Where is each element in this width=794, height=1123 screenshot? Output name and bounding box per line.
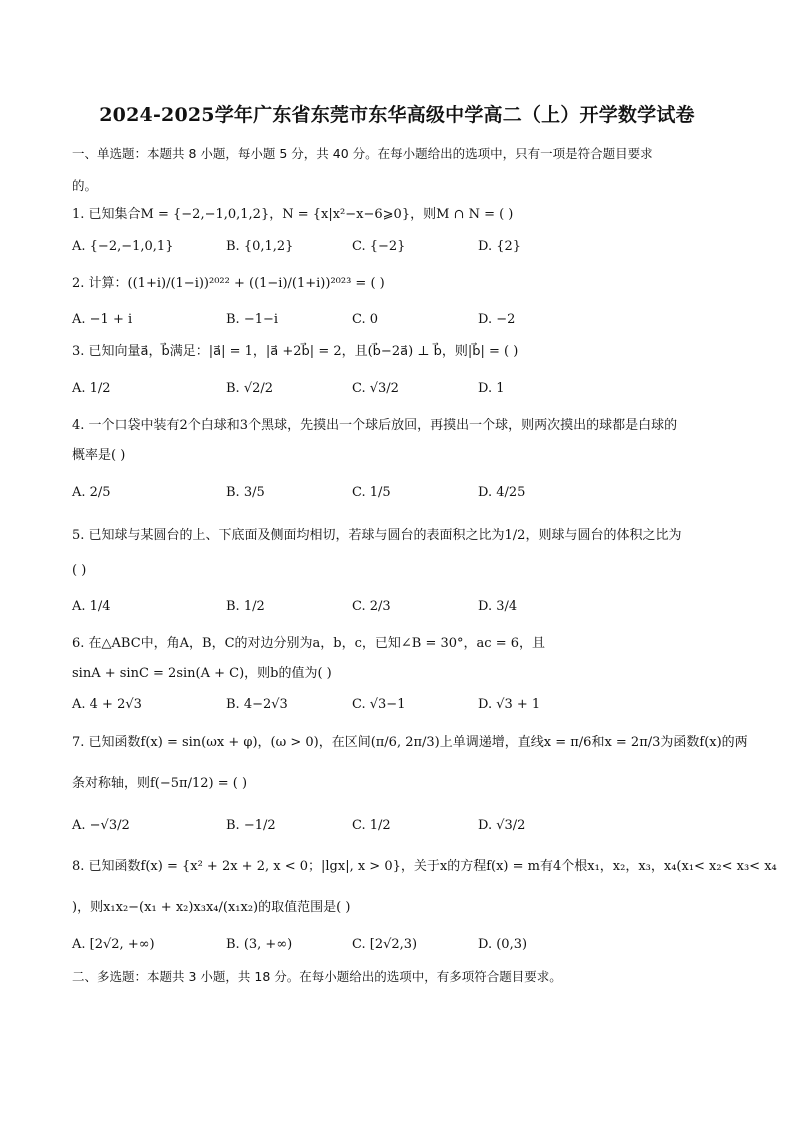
option-d: D. −2 <box>478 312 516 327</box>
question-3-text: 3. 已知向量a⃗，b⃗满足：|a⃗| = 1，|a⃗ +2b⃗| = 2，且(b⃗−2a⃗) ⊥ b⃗，则|b⃗| = ( ) <box>72 344 519 359</box>
option-b: B. 4−2√3 <box>226 697 288 712</box>
question-8-text-cont: )，则x₁x₂−(x₁ + x₂)x₃x₄/(x₁x₂)的取值范围是( ) <box>72 900 351 915</box>
question-8-text: 8. 已知函数f(x) = {x² + 2x + 2, x < 0；|lgx|, x > 0}，关于x的方程f(x) = m有4个根x₁，x₂，x₃，x₄(x₁< x₂< x₃< x₄ <box>72 859 777 874</box>
page-title: 2024-2025学年广东省东莞市东华高级中学高二（上）开学数学试卷 <box>99 104 695 126</box>
question-2-options <box>72 309 722 331</box>
option-b: B. {0,1,2} <box>226 239 294 254</box>
question-7-text-cont: 条对称轴，则f(−5π/12) = ( ) <box>72 776 248 791</box>
question-4-text-cont: 概率是( ) <box>72 448 126 463</box>
option-d: D. √3/2 <box>478 818 526 833</box>
option-a: A. 1/4 <box>72 599 111 614</box>
question-5-options <box>72 596 722 618</box>
question-3-options <box>72 378 722 400</box>
question-7-options <box>72 815 722 837</box>
question-5-text: 5. 已知球与某圆台的上、下底面及侧面均相切，若球与圆台的表面积之比为1/2，则球与圆台的体积之比为 <box>72 528 682 543</box>
option-b: B. √2/2 <box>226 381 274 396</box>
question-4-options <box>72 482 722 504</box>
option-b: B. −1−i <box>226 312 279 327</box>
option-d: D. 4/25 <box>478 485 526 500</box>
option-c: C. 1/5 <box>352 485 391 500</box>
question-5-text-cont: ( ) <box>72 563 87 578</box>
option-d: D. √3 + 1 <box>478 697 541 712</box>
section-1-heading: 一、单选题：本题共 8 小题，每小题 5 分，共 40 分。在每小题给出的选项中，只有一项是符合题目要求 <box>72 146 653 161</box>
option-b: B. 3/5 <box>226 485 265 500</box>
option-a: A. 1/2 <box>72 381 111 396</box>
option-a: A. −1 + i <box>72 312 133 327</box>
option-b: B. 1/2 <box>226 599 265 614</box>
option-a: A. {−2,−1,0,1} <box>72 239 174 254</box>
option-c: C. 2/3 <box>352 599 391 614</box>
option-b: B. (3, +∞) <box>226 937 293 952</box>
question-6-text: 6. 在△ABC中，角A，B，C的对边分别为a，b，c，已知∠B = 30°，ac = 6，且 <box>72 636 546 651</box>
option-b: B. −1/2 <box>226 818 276 833</box>
option-a: A. [2√2, +∞) <box>72 937 155 952</box>
question-1-options <box>72 236 722 258</box>
question-1-text: 1. 已知集合M = {−2,−1,0,1,2}，N = {x|x²−x−6⩾0}，则M ∩ N = ( ) <box>72 207 514 222</box>
option-c: C. {−2} <box>352 239 406 254</box>
question-2-text: 2. 计算：((1+i)/(1−i))²⁰²² + ((1−i)/(1+i))²⁰²³ = ( ) <box>72 276 385 291</box>
question-6-options <box>72 694 722 716</box>
option-a: A. 2/5 <box>72 485 111 500</box>
option-a: A. 4 + 2√3 <box>72 697 142 712</box>
option-d: D. (0,3) <box>478 937 528 952</box>
option-c: C. 1/2 <box>352 818 391 833</box>
question-6-text-cont: sinA + sinC = 2sin(A + C)，则b的值为( ) <box>72 666 332 681</box>
question-8-options <box>72 934 722 956</box>
option-d: D. 1 <box>478 381 505 396</box>
option-c: C. √3/2 <box>352 381 399 396</box>
question-4-text: 4. 一个口袋中装有2个白球和3个黑球，先摸出一个球后放回，再摸出一个球，则两次摸出的球都是白球的 <box>72 418 678 433</box>
question-7-text: 7. 已知函数f(x) = sin(ωx + φ)，(ω > 0)，在区间(π/6, 2π/3)上单调递增，直线x = π/6和x = 2π/3为函数f(x)的两 <box>72 735 748 750</box>
option-c: C. √3−1 <box>352 697 406 712</box>
option-d: D. 3/4 <box>478 599 518 614</box>
option-c: C. 0 <box>352 312 379 327</box>
option-c: C. [2√2,3) <box>352 937 418 952</box>
option-d: D. {2} <box>478 239 522 254</box>
option-a: A. −√3/2 <box>72 818 130 833</box>
section-1-heading-cont: 的。 <box>72 178 98 193</box>
section-2-heading: 二、多选题：本题共 3 小题，共 18 分。在每小题给出的选项中，有多项符合题目要求。 <box>72 969 562 984</box>
